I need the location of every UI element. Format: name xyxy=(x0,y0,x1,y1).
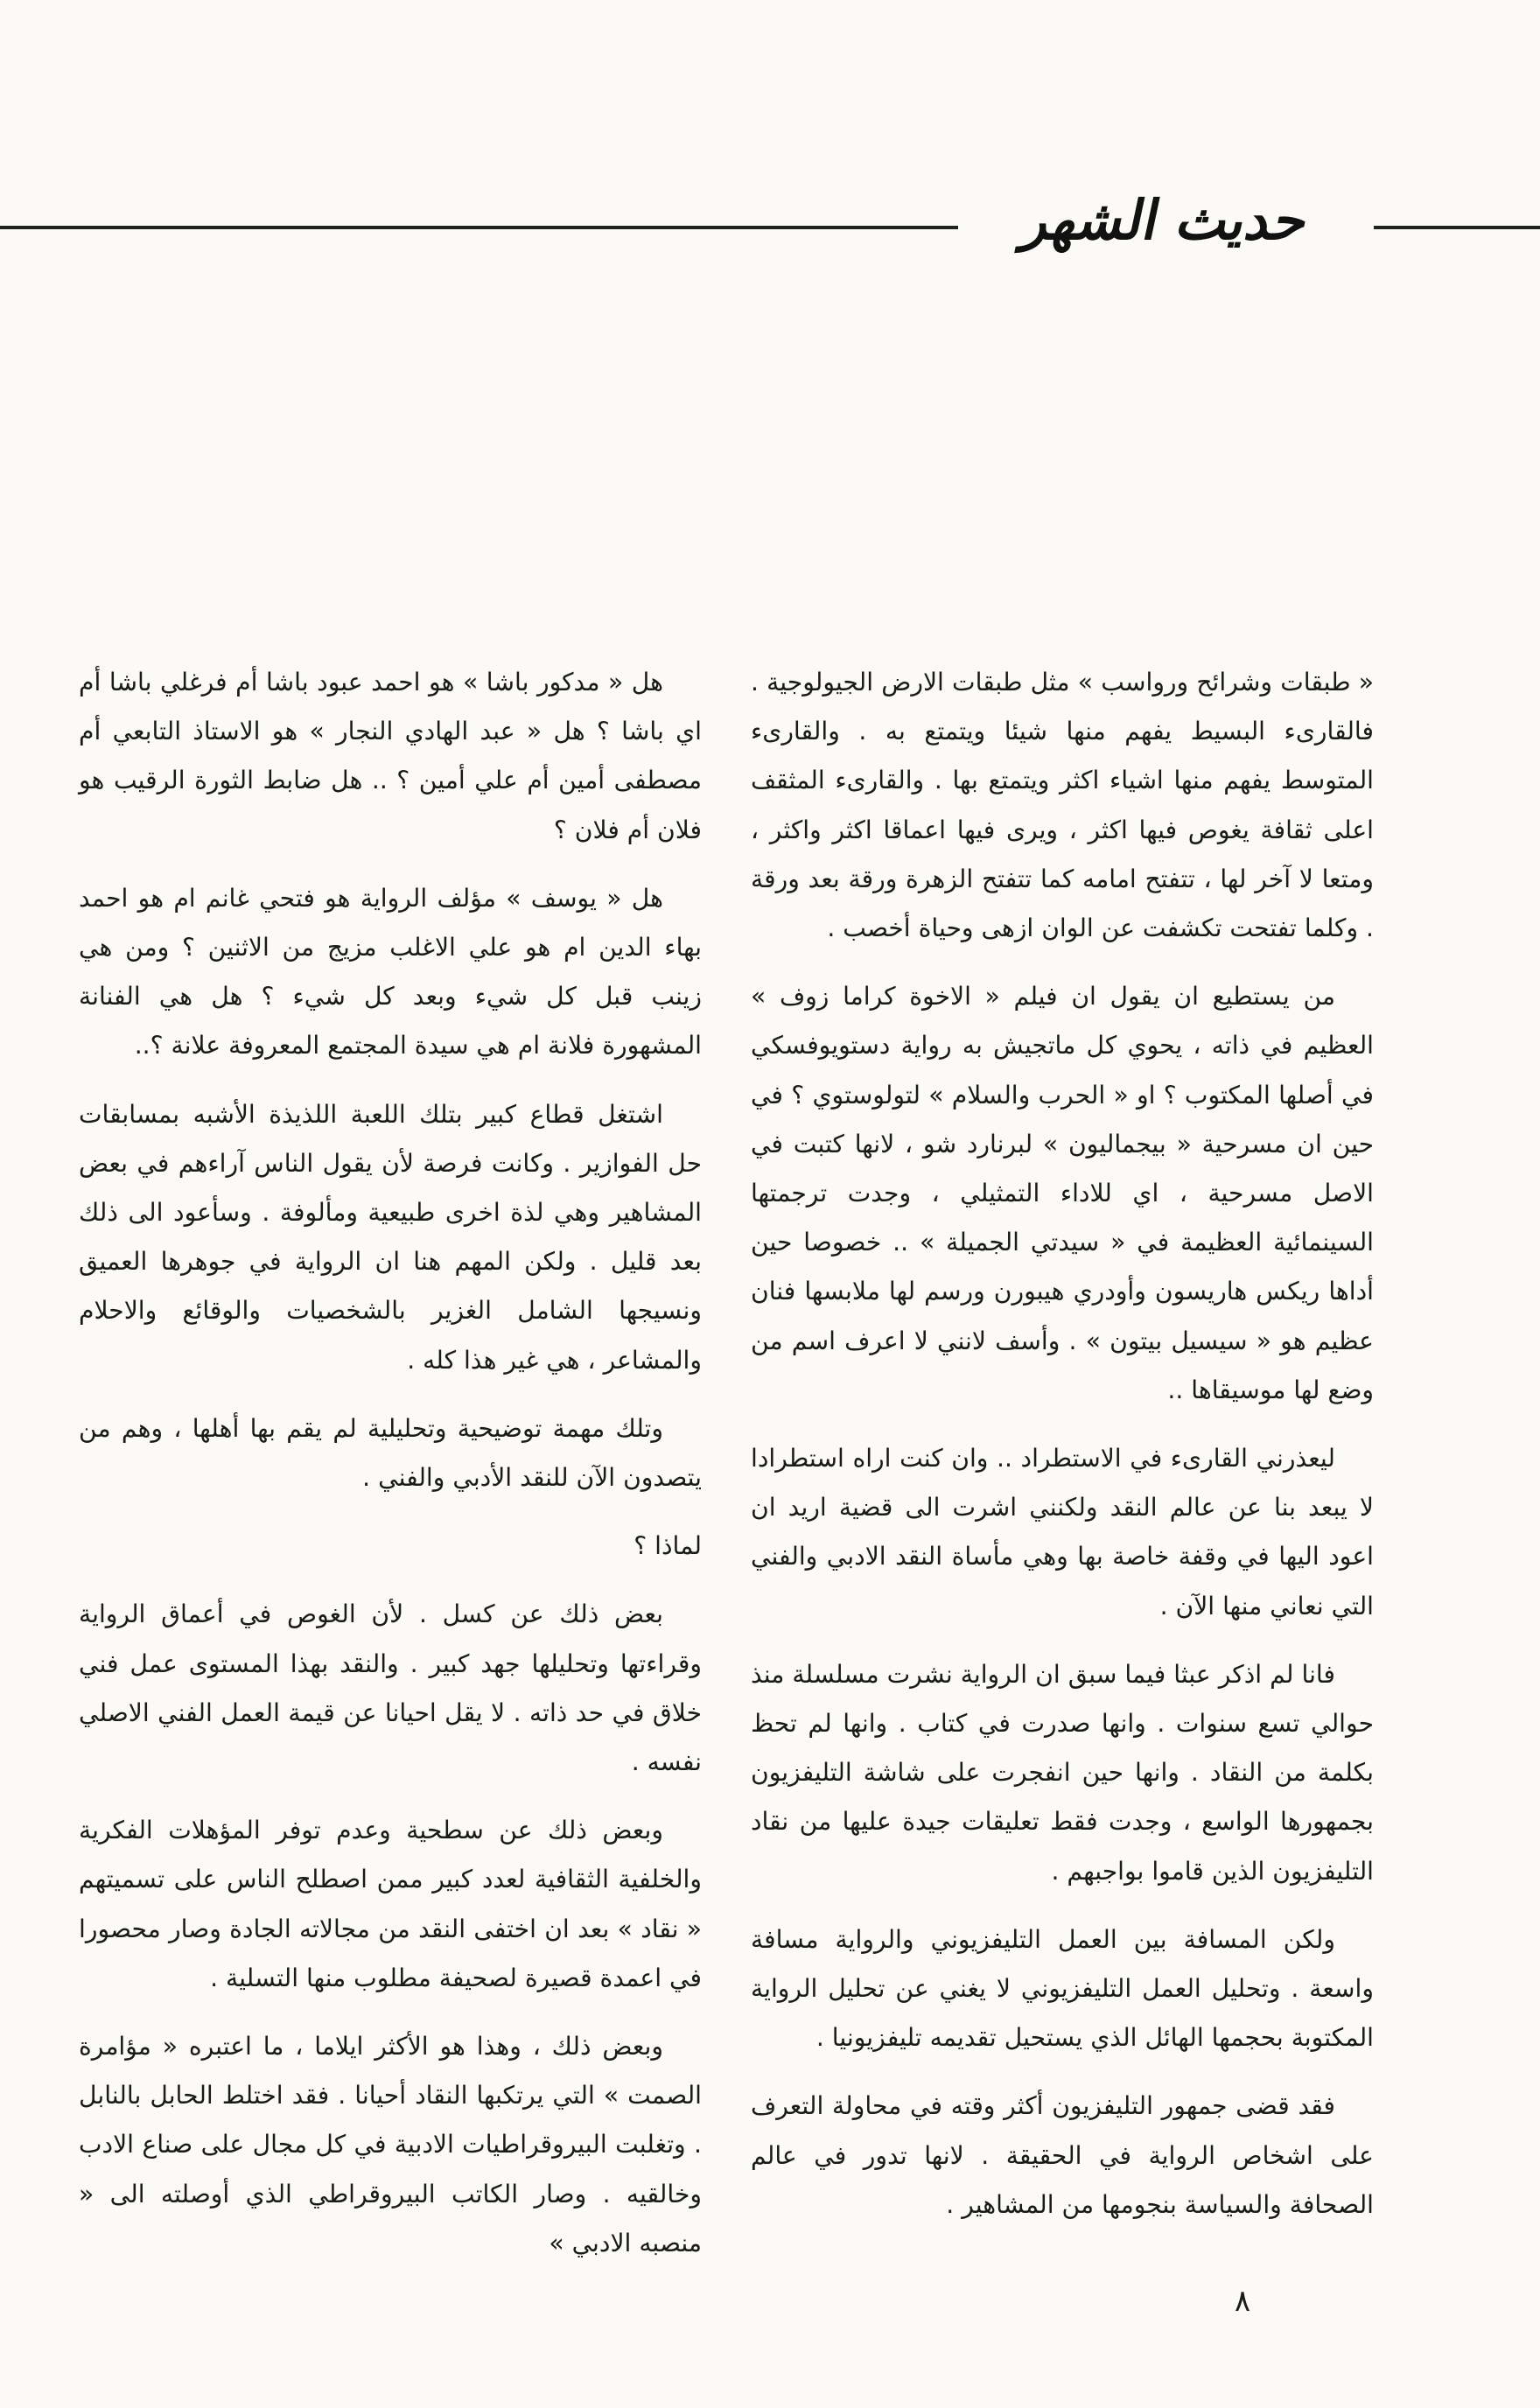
paragraph: ولكن المسافة بين العمل التليفزيوني والرواية مسافة واسعة . وتحليل العمل التليفزيوني لا يغني عن تحليل الرواية المكتوبة بحجمها الهائل الذي يستحيل تقديمه تليفزيونيا . xyxy=(751,1924,1374,2053)
paragraph: لماذا ؟ xyxy=(634,1531,702,1561)
paragraph: من يستطيع ان يقول ان فيلم « الاخوة كراما زوف » العظيم في ذاته ، يحوي كل ماتجيش به رواية دستويوفسكي في أصلها المكتوب ؟ او « الحرب والسلام » لتولوستوي ؟ في حين ان مسرحية « بيجماليون » لبرنارد شو ، لانها كتبت في الاصل مسرحية ، اي للاداء التمثيلي ، وجدت ترجمتها السينمائية العظيمة في « سيدتي الجميلة » .. خصوصا حين أداها ريكس هاريسون وأودري هيبورن ورسم لها ملابسها فنان عظيم هو « سيسيل بيتون » . وأسف لانني لا اعرف اسم من وضع لها موسيقاها .. xyxy=(751,982,1374,1404)
paragraph: فانا لم اذكر عبثا فيما سبق ان الرواية نشرت مسلسلة منذ حوالي تسع سنوات . وانها صدرت في كتاب . وانها لم تحظ بكلمة من النقاد . وانها حين انفجرت على شاشة التليفزيون بجمهورها الواسع ، وجدت فقط تعليقات جيدة عليها من نقاد التليفزيون الذين قاموا بواجبهم . xyxy=(751,1659,1374,1886)
paragraph: هل « مدكور باشا » هو احمد عبود باشا أم فرغلي باشا أم اي باشا ؟ هل « عبد الهادي النجار » هو الاستاذ التابعي أم مصطفى أمين أم علي أمين ؟ .. هل ضابط الثورة الرقيب هو فلان أم فلان ؟ xyxy=(79,668,702,844)
paragraph: فقد قضى جمهور التليفزيون أكثر وقته في محاولة التعرف على اشخاص الرواية في الحقيقة . لانها تدور في عالم الصحافة والسياسة بنجومها من المشاهير . xyxy=(751,2091,1374,2219)
paragraph: بعض ذلك عن كسل . لأن الغوص في أعماق الرواية وقراءتها وتحليلها جهد كبير . والنقد بهذا المستوى عمل فني خلاق في حد ذاته . لا يقل احيانا عن قيمة العمل الفني الاصلي نفسه . xyxy=(79,1600,702,1777)
paragraph: وبعض ذلك ، وهذا هو الأكثر ايلاما ، ما اعتبره « مؤامرة الصمت » التي يرتكبها النقاد أحيانا . فقد اختلط الحابل بالنابل . وتغلبت البيروقراطيات الادبية في كل مجال على صناع الادب وخالقيه . وصار الكاتب البيروقراطي الذي أوصلته الى « منصبه الادبي » xyxy=(79,2032,702,2258)
section-title: حديث الشهر xyxy=(1017,188,1316,252)
page-number: ٨ xyxy=(1234,2284,1251,2319)
article-column-left xyxy=(79,658,702,2287)
header-rule-left xyxy=(0,226,958,229)
paragraph: وتلك مهمة توضيحية وتحليلية لم يقم بها أهلها ، وهم من يتصدون الآن للنقد الأدبي والفني . xyxy=(79,1413,702,1493)
paragraph: ليعذرني القارىء في الاستطراد .. وان كنت اراه استطرادا لا يبعد بنا عن عالم النقد ولكنني اشرت الى قضية اريد ان اعود اليها في وقفة خاصة بها وهي مأساة النقد الادبي والفني التي نعاني منها الآن . xyxy=(751,1444,1374,1620)
article-column-right xyxy=(751,658,1374,2249)
page-header xyxy=(0,175,1540,254)
header-rule-right xyxy=(1374,226,1540,229)
paragraph: وبعض ذلك عن سطحية وعدم توفر المؤهلات الفكرية والخلفية الثقافية لعدد كبير ممن اصطلح الناس على تسميتهم « نقاد » بعد ان اختفى النقد من مجالاته الجادة وصار محصورا في اعمدة قصيرة لصحيفة مطلوب منها التسلية . xyxy=(79,1816,702,1992)
paragraph: هل « يوسف » مؤلف الرواية هو فتحي غانم ام هو احمد بهاء الدين ام هو علي الاغلب مزيج من الاثنين ؟ ومن هي زينب قبل كل شيء وبعد كل شيء ؟ هل هي الفنانة المشهورة فلانة ام هي سيدة المجتمع المعروفة علانة ؟.. xyxy=(79,883,702,1060)
paragraph: « طبقات وشرائح ورواسب » مثل طبقات الارض الجيولوجية . فالقارىء البسيط يفهم منها شيئا ويتمتع به . والقارىء المتوسط يفهم منها اشياء اكثر ويتمتع بها . والقارىء المثقف اعلى ثقافة يغوص فيها اكثر ، ويرى فيها اعماقا اكثر واكثر ، ومتعا لا آخر لها ، تتفتح امامه كما تتفتح الزهرة ورقة بعد ورقة . وكلما تفتحت تكشفت عن الوان ازهى وحياة أخصب . xyxy=(751,668,1374,943)
paragraph: اشتغل قطاع كبير بتلك اللعبة اللذيذة الأشبه بمسابقات حل الفوازير . وكانت فرصة لأن يقول الناس آراءهم في بعض المشاهير وهي لذة اخرى طبيعية ومألوفة . وسأعود الى ذلك بعد قليل . ولكن المهم هنا ان الرواية في جوهرها العميق ونسيجها الشامل الغزير بالشخصيات والوقائع والاحلام والمشاعر ، هي غير هذا كله . xyxy=(79,1099,702,1375)
